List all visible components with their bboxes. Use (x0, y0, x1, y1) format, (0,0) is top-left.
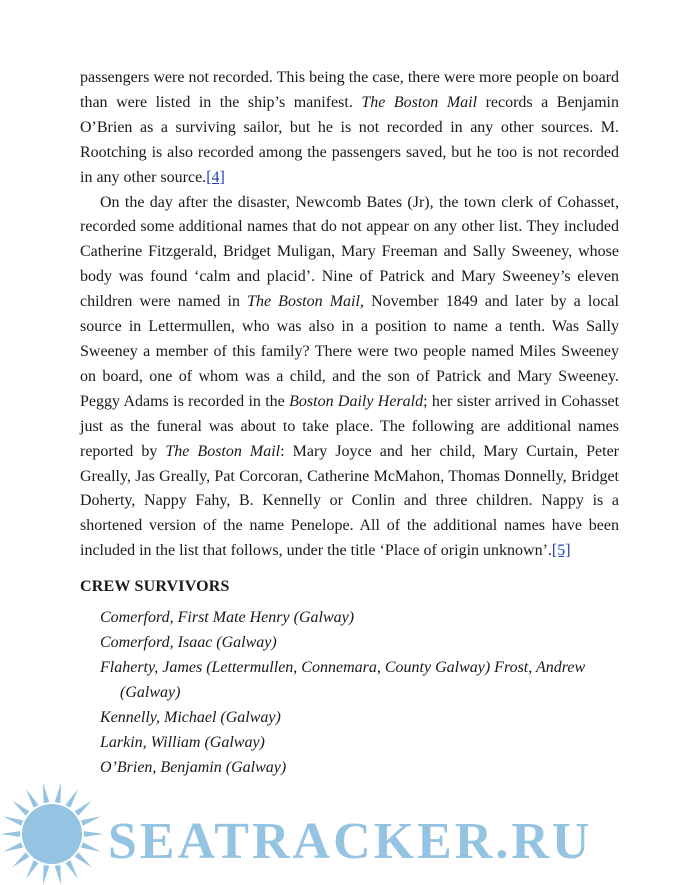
sun-icon (0, 783, 104, 885)
section-heading: CREW SURVIVORS (80, 578, 230, 596)
publication-title: The Boston Mail (247, 293, 360, 311)
sun-ray (65, 789, 78, 808)
sun-ray (26, 860, 39, 879)
sun-ray (81, 842, 101, 852)
paragraph-2-text-c: ; her sister arrived in Cohasset just as the funeral was about to take place. The following are additional names reported by (80, 392, 620, 460)
publication-title: The Boston Mail (165, 442, 281, 460)
sun-ray (0, 831, 20, 837)
sun-ray (3, 842, 23, 852)
publication-title: The Boston Mail (361, 93, 478, 111)
sun-ray (43, 783, 49, 803)
publication-title: Boston Daily Herald (289, 392, 424, 410)
sun-ray (84, 831, 104, 837)
crew-list-item: Comerford, Isaac (Galway) (100, 634, 277, 652)
sun-ray (75, 801, 92, 816)
paragraph-2-text-d: : Mary Joyce and her child, Mary Curtain, Peter Greally, Jas Greally, Pat Corcoran, Catherine McMahon, Thomas Donnelly, Bridget Doherty, Nappy Fahy, B. Kennelly or Conlin and three children. Nappy is a shortened version of the name Penelope. All of the additional names have been included in the list that follows, under the title ‘Place of origin unknown’. (80, 442, 620, 560)
crew-list-item: Kennelly, Michael (Galway) (100, 708, 281, 726)
paragraph-1-text-b: records a Benjamin O’Brien as a surviving sailor, but he is not recorded in any other sources. M. Rootching is also recorded among the passengers saved, but he too is not recorded in any other source. (80, 93, 619, 186)
sun-ray (55, 865, 61, 885)
crew-list-item: Flaherty, James (Lettermullen, Connemara, County Galway) Frost, Andrew (Galway) (100, 658, 586, 701)
paragraph-1-text-a: passengers were not recorded. This being the case, there were more people on board than were listed in the ship’s manifest. (80, 69, 619, 111)
sun-ray (81, 816, 101, 826)
sun-ray (55, 783, 61, 803)
crew-list-item: Larkin, William (Galway) (100, 733, 265, 751)
paragraph-2-text-b: , November 1849 and later by a local source in Lettermullen, who was also in a position to name a tenth. Was Sally Sweeney a member of this family? There were two people named Miles Sweeney on board, one of whom was a child, and the son of Patrick and Mary Sweeney. Peggy Adams is recorded in the (80, 293, 619, 410)
sun-ray (3, 816, 23, 826)
sun-ray (43, 865, 49, 885)
sun-ray (65, 860, 78, 879)
footnote-link-5[interactable]: [5] (551, 542, 571, 560)
crew-list-item: O’Brien, Benjamin (Galway) (100, 758, 287, 776)
document-page (80, 66, 619, 780)
crew-list (80, 606, 619, 780)
sun-ray (26, 789, 39, 808)
crew-list-item: Comerford, First Mate Henry (Galway) (100, 609, 355, 627)
paragraph-2 (80, 191, 619, 565)
sun-ray (12, 852, 29, 867)
sun-ray (12, 801, 29, 816)
watermark-text: SEATRACKER.RU (108, 813, 593, 870)
footnote-link-4[interactable]: [4] (206, 168, 225, 186)
paragraph-1 (80, 66, 619, 191)
paragraph-2-text-a: On the day after the disaster, Newcomb Bates (Jr), the town clerk of Cohasset, recorded some additional names that do not appear on any other list. They included Catherine Fitzgerald, Bridget Muligan, Mary Freeman and Sally Sweeney, whose body was found ‘calm and placid’. Nine of Patrick and Mary Sweeney’s eleven children were named in (80, 193, 619, 311)
sun-ray (75, 852, 92, 867)
